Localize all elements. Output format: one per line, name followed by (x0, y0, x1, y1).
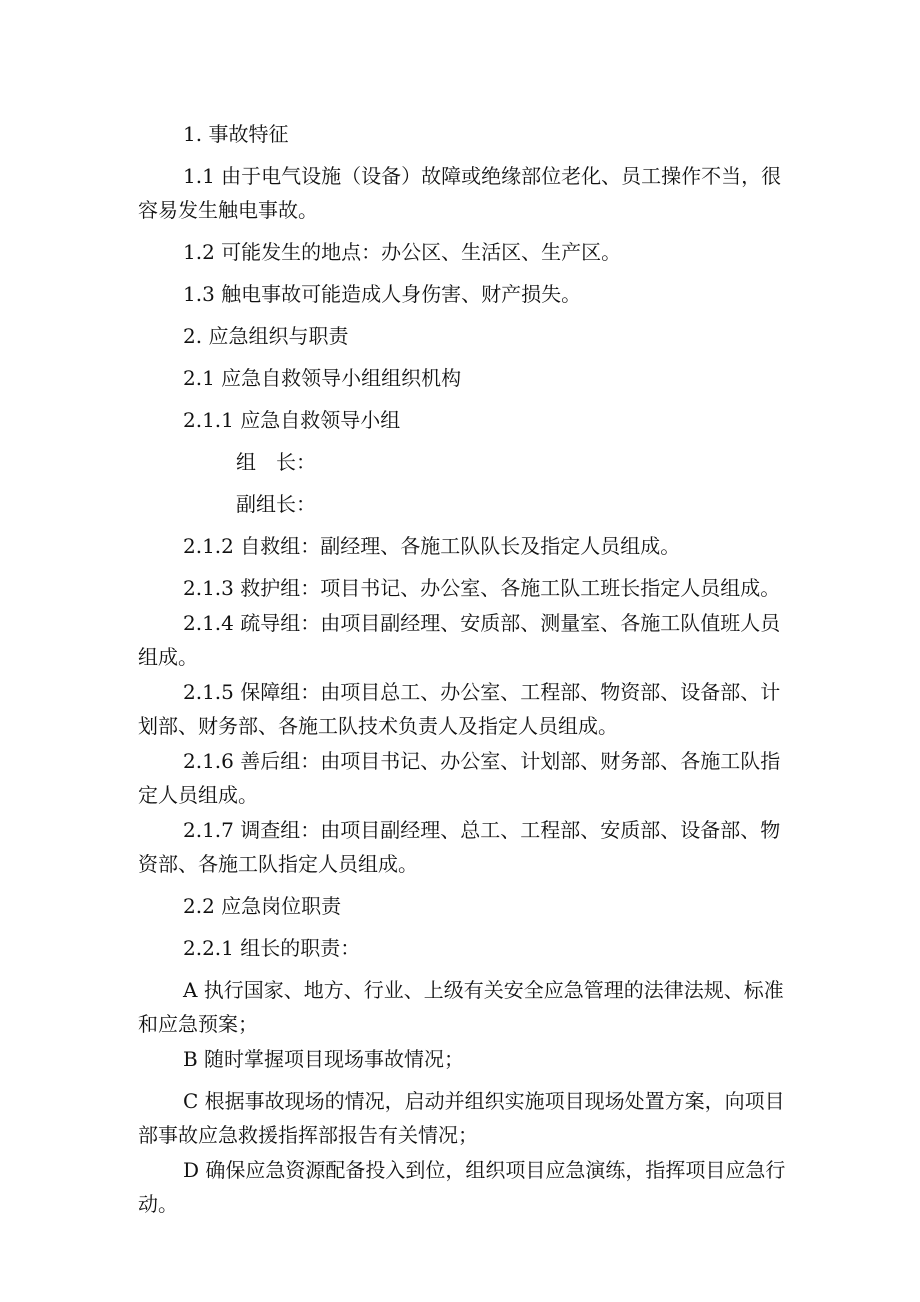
heading-2-2: 2.2 应急岗位职责 (183, 894, 342, 918)
heading-2-2-1: 2.2.1 组长的职责： (183, 936, 361, 960)
duty-item-c: C 根据事故现场的情况，启动并组织实施项目现场处置方案，向项目部事故应急救援指挥部报告有关情况； (138, 1089, 785, 1147)
heading-2-1-1: 2.1.1 应急自救领导小组 (183, 408, 401, 432)
paragraph-2-1-5: 2.1.5 保障组：由项目总工、办公室、工程部、物资部、设备部、计划部、财务部、各施工队技术负责人及指定人员组成。 (138, 680, 781, 738)
deputy-leader-line: 副组长： (236, 492, 316, 516)
heading-accident-features: 1. 事故特征 (183, 122, 289, 146)
duty-item-d: D 确保应急资源配备投入到位，组织项目应急演练，指挥项目应急行动。 (138, 1158, 786, 1216)
paragraph-1-1: 1.1 由于电气设施（设备）故障或绝缘部位老化、员工操作不当，很容易发生触电事故。 (138, 164, 782, 222)
heading-emergency-organization: 2. 应急组织与职责 (183, 324, 349, 348)
paragraph-2-1-3: 2.1.3 救护组：项目书记、办公室、各施工队工班长指定人员组成。 (183, 576, 781, 600)
paragraph-1-2: 1.2 可能发生的地点：办公区、生活区、生产区。 (183, 240, 622, 264)
duty-item-a: A 执行国家、地方、行业、上级有关安全应急管理的法律法规、标准和应急预案； (138, 978, 784, 1036)
heading-2-1: 2.1 应急自救领导小组组织机构 (183, 366, 462, 390)
duty-item-b: B 随时掌握项目现场事故情况； (183, 1047, 465, 1071)
document-body (138, 117, 798, 1222)
paragraph-2-1-7: 2.1.7 调查组：由项目副经理、总工、工程部、安质部、设备部、物资部、各施工队指定人员组成。 (138, 818, 781, 876)
paragraph-2-1-4: 2.1.4 疏导组：由项目副经理、安质部、测量室、各施工队值班人员组成。 (138, 611, 781, 669)
group-leader-line: 组 长： (236, 450, 316, 474)
paragraph-2-1-6: 2.1.6 善后组：由项目书记、办公室、计划部、财务部、各施工队指定人员组成。 (138, 749, 781, 807)
paragraph-2-1-2: 2.1.2 自救组：副经理、各施工队队长及指定人员组成。 (183, 534, 681, 558)
paragraph-1-3: 1.3 触电事故可能造成人身伤害、财产损失。 (183, 282, 582, 306)
